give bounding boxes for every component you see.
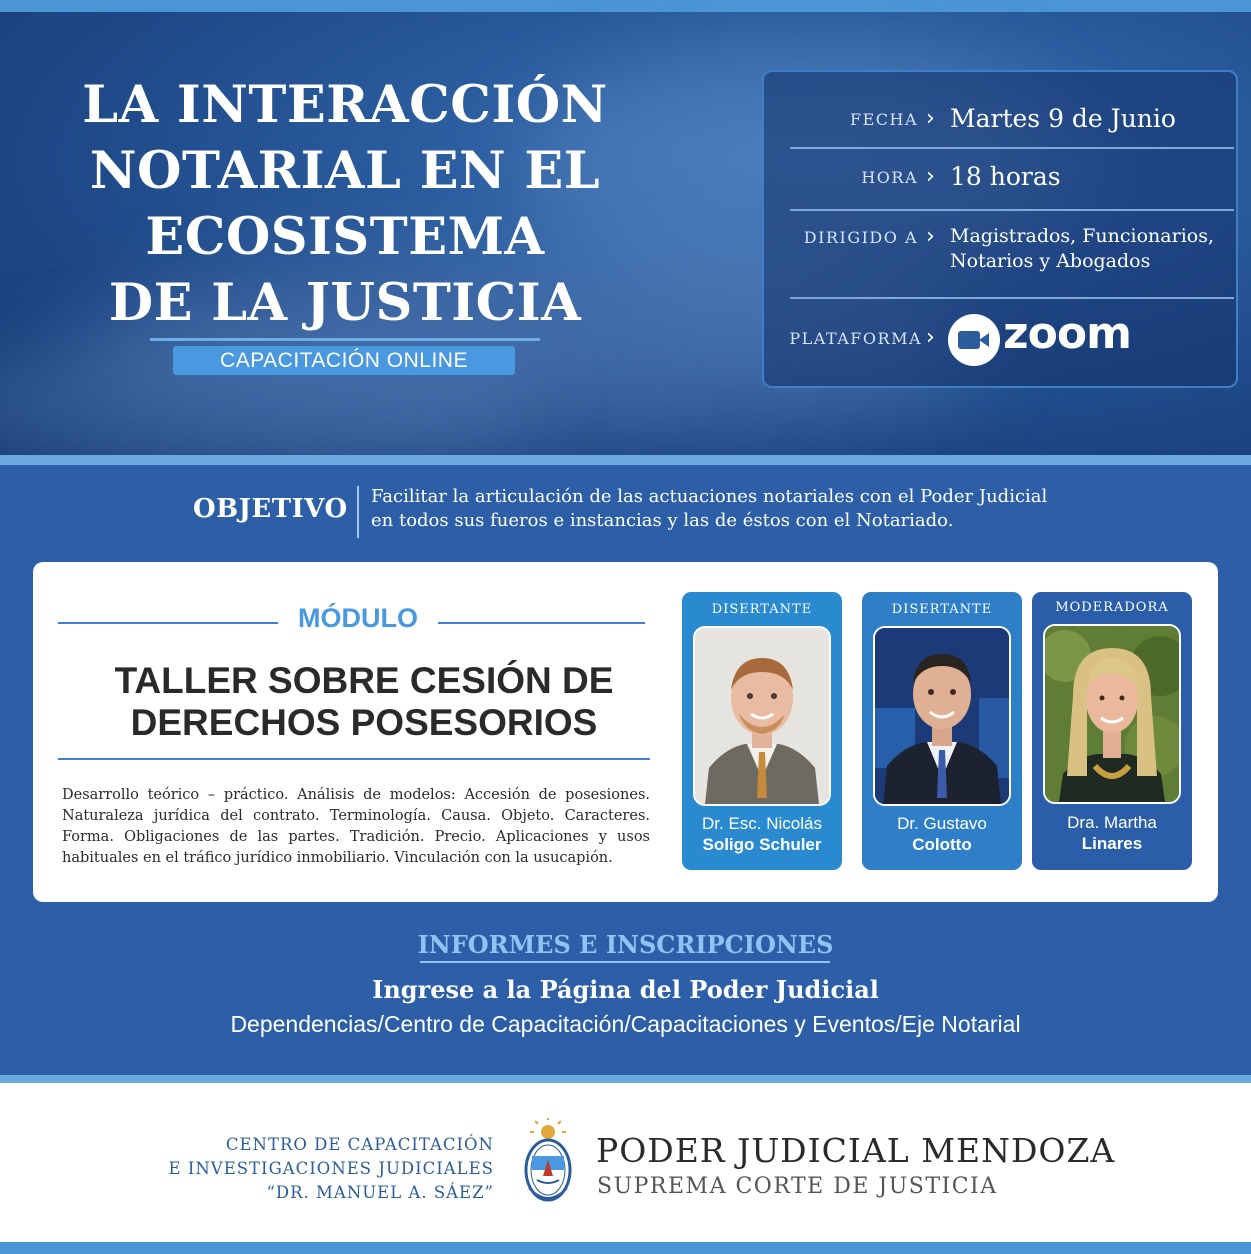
module-title: TALLER SOBRE CESIÓN DE DERECHOS POSESORIOS (114, 660, 614, 743)
time-value: 18 horas (950, 162, 1061, 191)
platform-label: PLATAFORMA (789, 329, 922, 348)
module-label-rule (438, 622, 645, 624)
zoom-camera-icon (948, 314, 1000, 366)
organization-name: PODER JUDICIAL MENDOZA (596, 1131, 1116, 1170)
chevron-right-icon: › (926, 164, 935, 189)
top-accent-bar (0, 0, 1251, 12)
mendoza-coat-of-arms-icon (521, 1118, 575, 1210)
audience-value: Magistrados, Funcionarios, Notarios y Abogados (950, 225, 1215, 272)
registration-subtitle: Ingrese a la Página del Poder Judicial (372, 975, 879, 1004)
speaker-role: MODERADORA (1055, 600, 1169, 615)
training-center-name: CENTRO DE CAPACITACIÓN E INVESTIGACIONES JUDICIALES “DR. MANUEL A. SÁEZ” (168, 1135, 494, 1202)
registration-title-rule (420, 961, 830, 963)
event-title (60, 72, 630, 336)
info-divider (790, 209, 1234, 211)
module-label: MÓDULO (298, 603, 418, 633)
module-description: Desarrollo teórico – práctico. Análisis de modelos: Accesión de posesiones. Naturaleza jurídica del contrato. Terminología. Causa. Objeto. Caracteres. Forma. Obligaciones de las partes. Tradición. Precio. Aplicaciones y usos habituales en el tráfico jurídico inmobiliario. Vinculación con la usucapión. (62, 787, 650, 866)
speaker-name: Dr. Esc. Nicolás Soligo Schuler (702, 814, 822, 854)
objective-separator (357, 486, 359, 538)
zoom-logo: zoom (1003, 308, 1131, 359)
event-title-line: NOTARIAL EN EL (89, 141, 601, 201)
objective-label: OBJETIVO (193, 494, 348, 524)
divider-strip (0, 1075, 1251, 1083)
online-badge: CAPACITACIÓN ONLINE (173, 346, 515, 375)
speaker-role: DISERTANTE (891, 602, 993, 617)
event-title-line: LA INTERACCIÓN (82, 75, 608, 135)
divider-strip (0, 455, 1251, 465)
info-divider (790, 297, 1234, 299)
module-label-rule (58, 622, 278, 624)
objective-text: Facilitar la articulación de las actuaciones notariales con el Poder Judicial en todos sus fueros e instancias y las de éstos con el Notariado. (371, 486, 1048, 531)
date-value: Martes 9 de Junio (950, 104, 1176, 133)
speaker-photo (693, 626, 831, 806)
time-label: HORA (861, 168, 918, 187)
speaker-photo (873, 626, 1011, 806)
speaker-card (682, 592, 842, 870)
chevron-right-icon: › (926, 224, 935, 249)
chevron-right-icon: › (926, 325, 935, 350)
registration-title: INFORMES E INSCRIPCIONES (417, 930, 834, 959)
event-title-line: DE LA JUSTICIA (108, 273, 582, 333)
organization-subtitle: SUPREMA CORTE DE JUSTICIA (597, 1174, 998, 1199)
speaker-name: Dra. Martha Linares (1067, 813, 1157, 853)
speaker-role: DISERTANTE (711, 602, 813, 617)
title-underline (150, 338, 540, 341)
audience-label: DIRIGIDO A (803, 228, 918, 247)
speaker-name: Dr. Gustavo Colotto (897, 814, 987, 854)
moderator-card (1032, 592, 1192, 870)
bottom-accent-bar (0, 1242, 1251, 1254)
date-label: FECHA (849, 110, 918, 129)
event-title-line: ECOSISTEMA (145, 207, 545, 267)
speaker-card (862, 592, 1022, 870)
registration-path: Dependencias/Centro de Capacitación/Capacitaciones y Eventos/Eje Notarial (230, 1011, 1021, 1037)
module-title-rule (58, 758, 650, 760)
speaker-photo (1043, 624, 1181, 804)
info-divider (790, 147, 1234, 149)
chevron-right-icon: › (926, 106, 935, 131)
